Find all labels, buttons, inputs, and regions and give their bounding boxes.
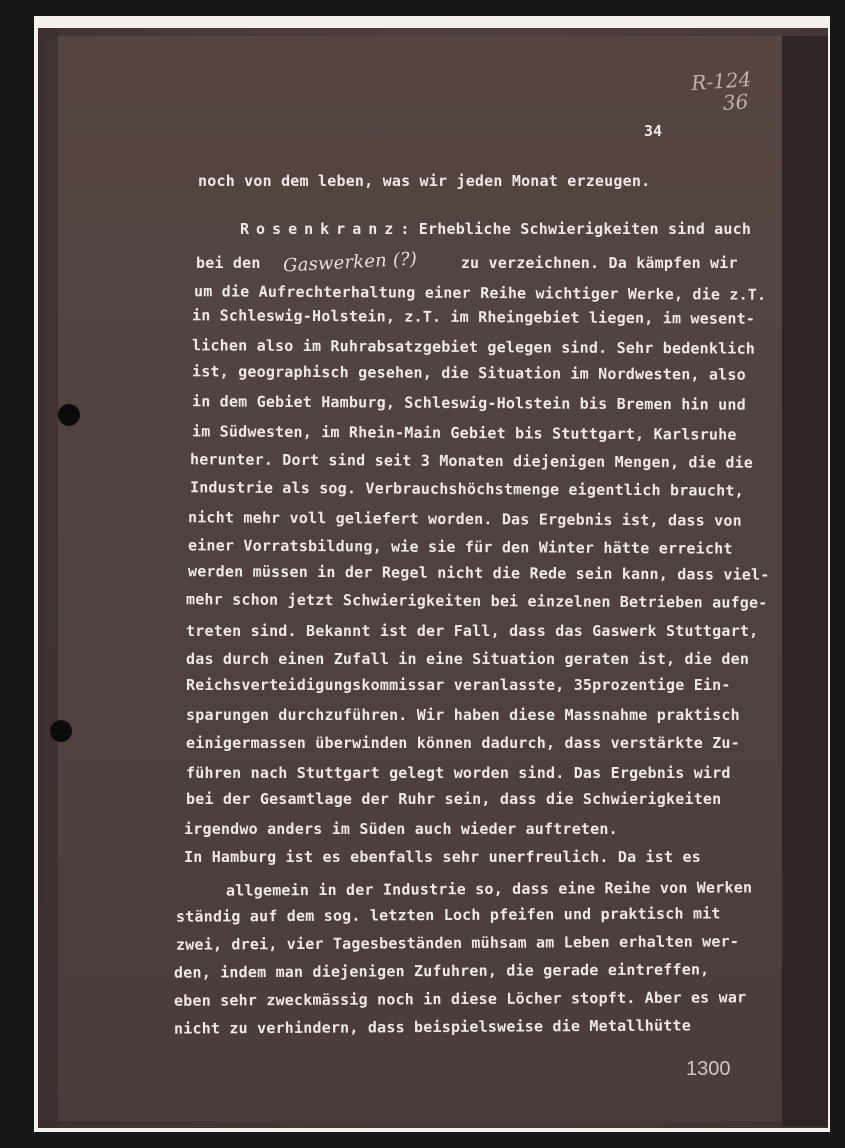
text-line: einer Vorratsbildung, wie sie für den Winter hätte erreicht [187, 536, 733, 558]
text-line: Reichsverteidigungskommissar veranlasste, 35prozentige Ein- [186, 676, 731, 694]
text-line: mehr schon jetzt Schwierigkeiten bei einzelnen Betrieben aufge- [185, 590, 768, 612]
folio-stamp: 1300 [686, 1058, 731, 1080]
text-line: bei der Gesamtlage der Ruhr sein, dass die Schwierigkeiten [186, 790, 722, 808]
left-page-edge [38, 28, 58, 1128]
text-line: ständig auf dem sog. letzten Loch pfeifen und praktisch mit [175, 904, 721, 926]
handwritten-insertion: Gaswerken (?) [282, 248, 418, 277]
archive-mark-ref: R-124 [690, 66, 752, 96]
text-line [196, 248, 738, 277]
text-line: um die Aufrechterhaltung einer Reihe wichtiger Werke, die z.T. [193, 282, 767, 304]
line-text: bei den [196, 254, 261, 272]
line-text: : Erhebliche Schwierigkeiten sind auch [400, 220, 752, 238]
text-line: Industrie als sog. Verbrauchshöchstmenge eigentlich braucht, [189, 478, 744, 500]
punch-hole [58, 404, 80, 426]
line-text: zu verzeichnen. Da kämpfen wir [460, 254, 738, 272]
text-line: werden müssen in der Regel nicht die Rede sein kann, dass viel- [187, 562, 770, 584]
text-line: zwei, drei, vier Tagesbeständen mühsam am Leben erhalten wer- [175, 932, 740, 954]
text-line: irgendwo anders im Süden auch wieder auftreten. [184, 820, 618, 838]
archive-mark [691, 68, 754, 116]
text-line: in dem Gebiet Hamburg, Schleswig-Holstein bis Bremen hin und [191, 392, 746, 414]
text-line: einigermassen überwinden können dadurch, dass verstärkte Zu- [186, 734, 740, 752]
text-line: sparungen durchzuführen. Wir haben diese Massnahme praktisch [186, 706, 740, 724]
text-line: allgemein in der Industrie so, dass eine Reihe von Werken [225, 878, 753, 900]
text-line [240, 220, 751, 238]
text-line: nicht mehr voll geliefert worden. Das Ergebnis ist, dass von [187, 508, 742, 530]
text-line: das durch einen Zufall in eine Situation geraten ist, die den [186, 650, 750, 668]
text-line: ist, geographisch gesehen, die Situation im Nordwesten, also [191, 362, 746, 384]
text-line: nicht zu verhindern, dass beispielsweise die Metallhütte [173, 1016, 691, 1038]
text-line: treten sind. Bekannt ist der Fall, dass das Gaswerk Stuttgart, [186, 622, 759, 640]
text-line: noch von dem leben, was wir jeden Monat erzeugen. [198, 172, 651, 190]
speaker-name: Rosenkranz [240, 220, 401, 238]
text-line: den, indem man diejenigen Zufuhren, die gerade eintreffen, [173, 960, 710, 982]
text-line: herunter. Dort sind seit 3 Monaten diejenigen Mengen, die die [189, 450, 754, 472]
punch-hole [50, 720, 72, 742]
text-line: in Schleswig-Holstein, z.T. im Rheingebiet liegen, im wesent- [191, 306, 756, 328]
text-line: lichen also im Ruhrabsatzgebiet gelegen sind. Sehr bedenklich [191, 336, 756, 358]
page-number: 34 [644, 122, 663, 140]
text-line: eben sehr zweckmässig noch in diese Löcher stopft. Aber es war [173, 988, 747, 1010]
text-line: im Südwesten, im Rhein-Main Gebiet bis Stuttgart, Karlsruhe [191, 422, 737, 444]
archive-mark-folio: 36 [721, 89, 749, 115]
text-line: In Hamburg ist es ebenfalls sehr unerfreulich. Da ist es [184, 848, 701, 866]
right-page-edge [782, 36, 828, 1126]
text-line: führen nach Stuttgart gelegt worden sind. Das Ergebnis wird [186, 764, 731, 782]
